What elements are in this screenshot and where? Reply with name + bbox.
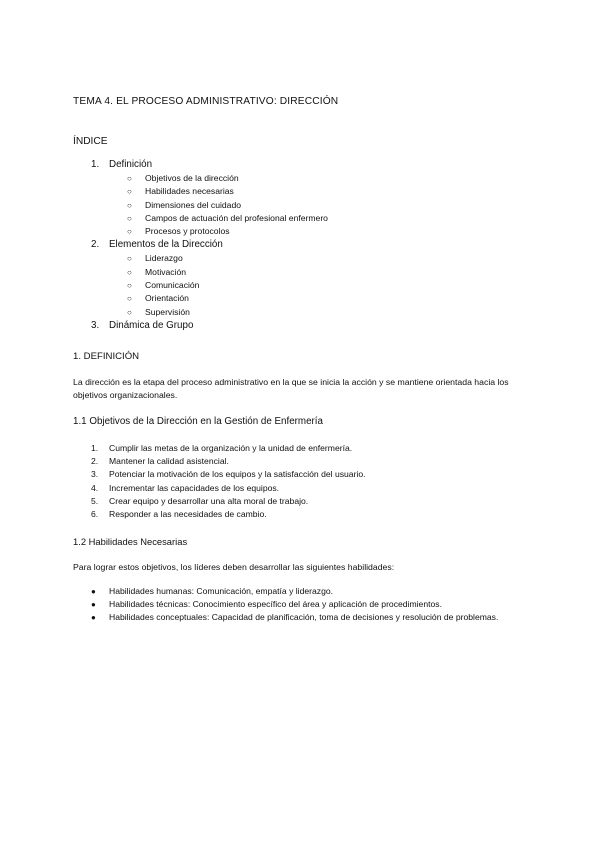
bullet-icon: ●	[91, 600, 96, 610]
objective-number: 5.	[91, 495, 99, 506]
index-subitem-label: Liderazgo	[145, 253, 183, 264]
objective-number: 3.	[91, 469, 99, 480]
bullet-icon: ●	[91, 613, 96, 623]
objective-item	[0, 455, 600, 468]
objective-text: Mantener la calidad asistencial.	[109, 456, 229, 467]
skills-list	[0, 585, 600, 625]
index-subitem-label: Habilidades necesarias	[145, 186, 234, 197]
hollow-bullet-icon: ○	[127, 227, 132, 237]
definition-paragraph: La dirección es la etapa del proceso administrativo en la que se inicia la acción y se mantiene orientada hacia los objetivos organizacionales.	[73, 377, 509, 400]
index-item	[0, 238, 600, 252]
skill-item	[0, 611, 600, 624]
objective-item	[0, 482, 600, 495]
index-item-label: Dinámica de Grupo	[109, 319, 194, 331]
table-of-contents	[0, 158, 600, 333]
skill-text: Habilidades técnicas: Conocimiento específico del área y aplicación de procedimientos.	[109, 599, 442, 610]
index-subitem	[0, 185, 600, 198]
objective-text: Crear equipo y desarrollar una alta moral de trabajo.	[109, 495, 309, 506]
index-item-label: Definición	[109, 159, 153, 170]
skill-item	[0, 585, 600, 598]
objective-number: 1.	[91, 443, 99, 453]
skill-text: Habilidades humanas: Comunicación, empatía y liderazgo.	[109, 586, 334, 596]
index-subitem	[0, 225, 600, 238]
objectives-list	[0, 442, 600, 521]
hollow-bullet-icon: ○	[127, 307, 132, 317]
objective-number: 6.	[91, 508, 99, 519]
hollow-bullet-icon: ○	[127, 281, 132, 291]
skill-item	[0, 598, 600, 611]
index-subitem-label: Objetivos de la dirección	[145, 173, 239, 183]
index-subitem-label: Procesos y protocolos	[145, 226, 230, 237]
hollow-bullet-icon: ○	[127, 200, 132, 210]
objective-text: Cumplir las metas de la organización y la unidad de enfermería.	[109, 443, 353, 453]
skill-text: Habilidades conceptuales: Capacidad de planificación, toma de decisiones y resolución de problemas.	[109, 612, 499, 623]
index-item-number: 3.	[91, 319, 100, 331]
objective-number: 2.	[91, 456, 99, 467]
index-subitem	[0, 306, 600, 319]
index-subitem-label: Dimensiones del cuidado	[145, 199, 242, 210]
index-subitem-label: Motivación	[145, 266, 187, 277]
objective-number: 4.	[91, 482, 99, 493]
index-subitem-label: Supervisión	[145, 306, 190, 317]
hollow-bullet-icon: ○	[127, 294, 132, 304]
section-heading-habilidades: 1.2 Habilidades Necesarias	[73, 536, 188, 547]
bullet-icon: ●	[91, 587, 96, 596]
document-title: TEMA 4. EL PROCESO ADMINISTRATIVO: DIRECCIÓN	[73, 96, 339, 107]
objective-text: Potenciar la motivación de los equipos y la satisfacción del usuario.	[109, 469, 366, 480]
objective-item	[0, 495, 600, 508]
hollow-bullet-icon: ○	[127, 213, 132, 223]
hollow-bullet-icon: ○	[127, 267, 132, 277]
index-heading: ÍNDICE	[73, 136, 108, 147]
objective-item	[0, 508, 600, 521]
index-subitem	[0, 199, 600, 212]
skills-intro-paragraph: Para lograr estos objetivos, los líderes deben desarrollar las siguientes habilidades:	[73, 562, 395, 572]
hollow-bullet-icon: ○	[127, 254, 132, 264]
index-subitem	[0, 172, 600, 185]
index-subitem	[0, 252, 600, 265]
index-subitem-label: Campos de actuación del profesional enfermero	[145, 212, 328, 223]
index-subitem	[0, 279, 600, 292]
index-item	[0, 158, 600, 172]
index-item	[0, 319, 600, 333]
index-item-label: Elementos de la Dirección	[109, 239, 223, 251]
objective-text: Incrementar las capacidades de los equipos.	[109, 482, 280, 493]
hollow-bullet-icon: ○	[127, 174, 132, 183]
hollow-bullet-icon: ○	[127, 187, 132, 197]
index-subitem	[0, 212, 600, 225]
section-heading-objetivos: 1.1 Objetivos de la Dirección en la Gestión de Enfermería	[73, 416, 323, 427]
index-item-number: 1.	[91, 159, 100, 170]
index-subitem-label: Orientación	[145, 293, 189, 304]
section-heading-definicion: 1. DEFINICIÓN	[73, 351, 140, 362]
index-item-number: 2.	[91, 239, 100, 251]
objective-item	[0, 468, 600, 481]
objective-item	[0, 442, 600, 455]
index-subitem	[0, 292, 600, 305]
objective-text: Responder a las necesidades de cambio.	[109, 508, 267, 519]
index-subitem-label: Comunicación	[145, 280, 200, 291]
index-subitem	[0, 266, 600, 279]
